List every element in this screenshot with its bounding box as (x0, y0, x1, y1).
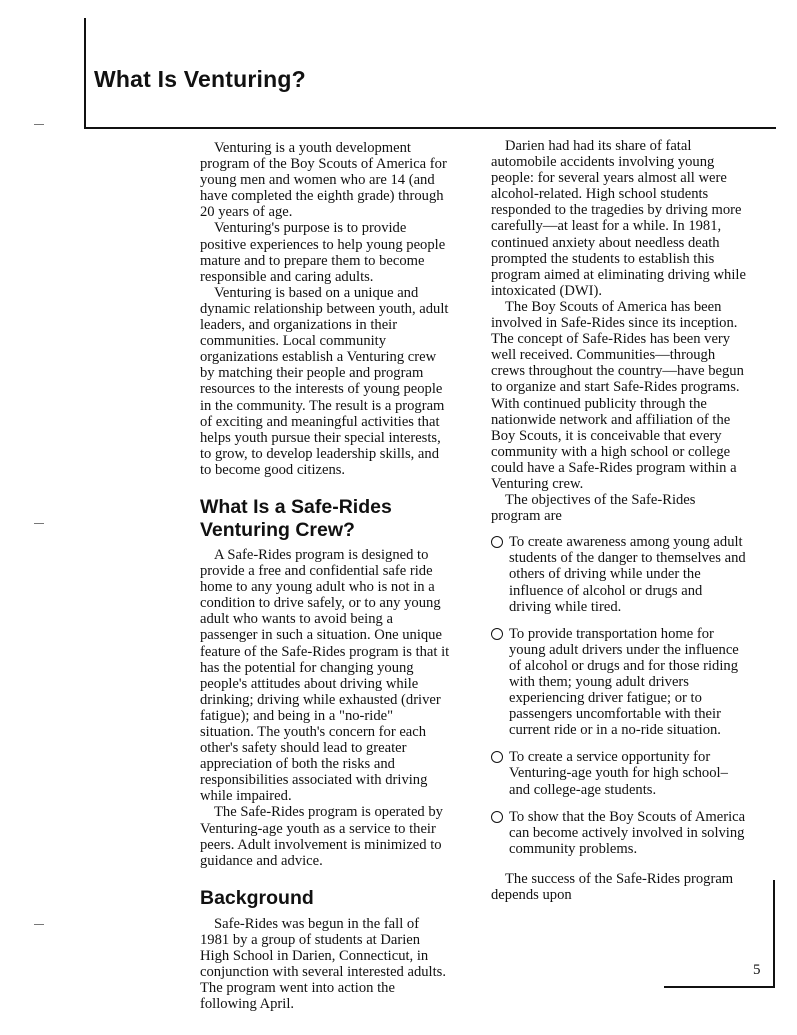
page-number: 5 (753, 962, 761, 978)
objective-text: To provide transportation home for young adult drivers under the influence of alcohol or drugs and for those riding with them; young adult drivers experiencing driver fatigue; or to passengers uncomfortable with their current ride or in a no-ride situation. (509, 625, 739, 739)
objective-text: To create awareness among young adult students of the danger to themselves and others of driving while under the influence of alcohol or drugs and driving while tired. (509, 534, 746, 615)
background-paragraph: The Boy Scouts of America has been involved in Safe-Rides since its inception. The concept of Safe-Rides has been very well received. Communities—through crews throughout the country—have begun to organize and start Safe-Rides programs. With continued publicity through the nationwide network and affiliation of the Boy Scouts, it is conceivable that every community with a high school or college could have a Safe-Rides program within a Venturing crew. (491, 298, 744, 492)
objective-text: To create a service opportunity for Venturing-age youth for high school–and college-age students. (509, 749, 728, 798)
background-paragraph: Safe-Rides was begun in the fall of 1981 by a group of students at Darien High School in Darien, Connecticut, in conjunction with several interested adults. The program went into action the following April. (200, 915, 446, 1013)
footer-right-rule (773, 880, 775, 987)
objectives-list (491, 534, 747, 857)
margin-tick-middle (34, 523, 44, 524)
page-title: What Is Venturing? (94, 66, 306, 92)
left-column (200, 140, 450, 1012)
objective-item (491, 749, 747, 797)
header-bottom-rule (84, 127, 776, 129)
closing-paragraph: The success of the Safe-Rides program depends upon (491, 870, 734, 904)
objective-item (491, 809, 747, 857)
margin-tick-bottom (34, 924, 44, 925)
circle-bullet-icon (491, 628, 503, 640)
intro-paragraph: Venturing's purpose is to provide positive experiences to help young people mature and to prepare them to become responsible and caring adults. (200, 220, 446, 285)
circle-bullet-icon (491, 751, 503, 763)
objective-item (491, 626, 747, 739)
header-left-rule (84, 18, 86, 128)
intro-paragraph: Venturing is based on a unique and dynamic relationship between youth, adult leaders, and organizations in their communities. Local community organizations establish a Venturing crew by matching their people and program resources to the interests of young people in the community. The result is a program of exciting and meaningful activities that helps youth pursue their special interests, to grow, to develop leadership skills, and to become good citizens. (200, 284, 449, 478)
objective-text: To show that the Boy Scouts of America can become actively involved in solving community problems. (509, 808, 746, 857)
intro-paragraph: Venturing is a youth development program of the Boy Scouts of America for young men and women who are 14 (and have completed the eighth grade) through 20 years of age. (200, 140, 447, 221)
margin-tick-top (34, 124, 44, 125)
circle-bullet-icon (491, 811, 503, 823)
safe-rides-paragraph: A Safe-Rides program is designed to provide a free and confidential safe ride home to any young adult who is not in a condition to drive safely, or to any young adult who wants to avoid being a passenger in such a situation. One unique feature of the Safe-Rides program is that it has the potential for changing young people's attitudes about driving while drinking; driving while exhausted (driver fatigue); and being in a "no-ride" situation. The youth's concern for each other's safety should lead to greater appreciation of both the risks and responsibilities associated with driving while impaired. (200, 546, 450, 805)
right-column (491, 138, 747, 903)
safe-rides-paragraph: The Safe-Rides program is operated by Venturing-age youth as a service to their peers. Adult involvement is minimized to guidance and advice. (200, 804, 443, 869)
section-heading-safe-rides: What Is a Safe-Rides Venturing Crew? (200, 495, 392, 541)
objectives-intro: The objectives of the Safe-Rides program are (491, 492, 696, 525)
footer-bottom-rule (664, 986, 775, 988)
background-paragraph: Darien had had its share of fatal automobile accidents involving young people: for several years almost all were alcohol-related. High school students responded to the tragedies by driving more carefully—at least for a while. In 1981, continued anxiety about needless death prompted the students to establish this program aimed at eliminating driving while intoxicated (DWI). (491, 138, 746, 299)
objective-item (491, 534, 747, 614)
circle-bullet-icon (491, 536, 503, 548)
section-heading-background: Background (200, 886, 314, 909)
